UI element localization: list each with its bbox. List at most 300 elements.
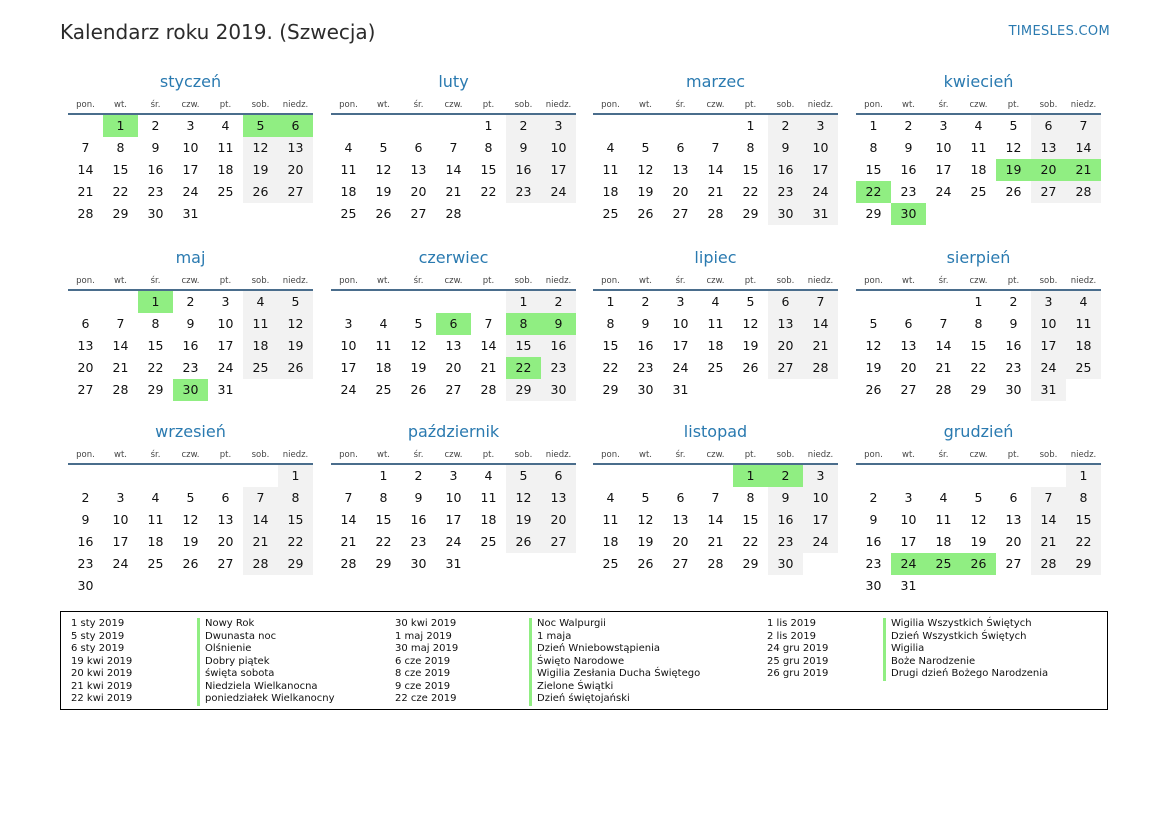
day-cell: 24 [182,184,199,199]
day-cell: 19 [637,184,654,199]
day-cell: 11 [217,140,234,155]
day-cell: 24 [112,556,129,571]
weekday-header: wt. [103,93,138,115]
day-cell: 13 [541,487,576,509]
weekday-header: pt. [733,269,768,291]
day-cell: 22 [970,360,987,375]
day-cell: 25 [147,556,164,571]
weekday-header: sob. [243,443,278,465]
weekday-header: pt. [996,443,1031,465]
month-name: grudzień [943,422,1014,441]
weekday-header: czw. [436,443,471,465]
day-cell: 21 [707,184,724,199]
weekday-header: pon. [68,93,103,115]
legend-date: 24 gru 2019 [767,643,829,654]
weekday-header: pon. [593,443,628,465]
day-cell: 28 [243,553,278,575]
day-cell: 6 [81,316,90,331]
day-cell: 10 [340,338,357,353]
day-cell: 5 [243,115,278,137]
weekday-header: niedz. [1066,93,1101,115]
day-cell: 12 [243,137,278,159]
day-cell: 4 [974,118,983,133]
weekday-header: wt. [891,93,926,115]
weekday-header: niedz. [803,269,838,291]
day-cell: 7 [711,140,720,155]
legend-holiday-name: poniedziałek Wielkanocny [205,693,335,704]
month-days-grid [331,93,576,225]
day-cell: 29 [602,382,619,397]
empty-cell [856,465,891,487]
day-cell: 9 [1009,316,1018,331]
day-cell: 2 [186,294,195,309]
day-cell: 17 [541,159,576,181]
day-cell: 2 [81,490,90,505]
day-cell: 20 [768,335,803,357]
day-cell: 11 [935,512,952,527]
legend-date: 5 sty 2019 [71,630,125,642]
day-cell: 27 [217,556,234,571]
weekday-header: pt. [996,269,1031,291]
legend-names-column [883,618,1048,681]
day-cell: 23 [147,184,164,199]
day-cell: 8 [746,490,755,505]
day-cell: 4 [1066,291,1101,313]
weekday-header: pt. [208,93,243,115]
day-cell: 12 [742,316,759,331]
day-cell: 4 [484,468,493,483]
legend-holiday-name: Nowy Rok [205,618,255,629]
day-cell: 16 [900,162,917,177]
weekday-header: sob. [768,269,803,291]
month-name: listopad [683,422,748,441]
day-cell: 22 [742,184,759,199]
day-cell: 6 [541,465,576,487]
day-cell: 12 [375,162,392,177]
day-cell: 22 [742,534,759,549]
day-cell: 27 [1005,556,1022,571]
day-cell: 14 [445,162,462,177]
weekday-header: pt. [208,443,243,465]
day-cell: 19 [865,360,882,375]
day-cell: 6 [278,115,313,137]
day-cell: 9 [81,512,90,527]
day-cell: 19 [182,534,199,549]
day-cell: 13 [1005,512,1022,527]
day-cell: 7 [116,316,125,331]
empty-cell [68,465,103,487]
day-cell: 18 [243,335,278,357]
legend-date: 9 cze 2019 [395,680,451,692]
empty-cell [961,465,996,487]
legend-date: 1 maj 2019 [395,630,452,642]
day-cell: 11 [707,316,724,331]
weekday-header: niedz. [541,269,576,291]
day-cell: 15 [480,162,497,177]
weekday-header: pon. [331,93,366,115]
day-cell: 7 [711,490,720,505]
weekday-header: wt. [103,443,138,465]
day-cell: 1 [506,291,541,313]
day-cell: 20 [1031,159,1066,181]
legend-date: 6 sty 2019 [71,643,125,654]
weekday-header: sob. [506,93,541,115]
weekday-header: niedz. [803,443,838,465]
month-1 [331,73,576,225]
day-cell: 14 [77,162,94,177]
day-cell: 27 [410,206,427,221]
day-cell: 16 [768,509,803,531]
weekday-header: sob. [243,269,278,291]
day-cell: 3 [939,118,948,133]
weekday-header: czw. [173,93,208,115]
day-cell: 20 [217,534,234,549]
day-cell: 19 [243,159,278,181]
legend-date: 6 cze 2019 [395,655,451,667]
day-cell: 16 [506,159,541,181]
day-cell: 26 [961,553,996,575]
day-cell: 5 [869,316,878,331]
day-cell: 7 [803,291,838,313]
day-cell: 8 [869,140,878,155]
day-cell: 4 [243,291,278,313]
day-cell: 27 [900,382,917,397]
day-cell: 18 [1066,335,1101,357]
day-cell: 21 [77,184,94,199]
legend-holiday-name: Dwunasta noc [205,630,277,642]
weekday-header: czw. [698,269,733,291]
day-cell: 16 [410,512,427,527]
empty-cell [891,291,926,313]
day-cell: 23 [768,531,803,553]
legend-dates-column [767,618,828,681]
weekday-header: śr. [663,269,698,291]
empty-cell [996,465,1031,487]
weekday-header: sob. [768,93,803,115]
day-cell: 17 [182,162,199,177]
weekday-header: wt. [628,443,663,465]
day-cell: 15 [506,335,541,357]
day-cell: 19 [410,360,427,375]
day-cell: 7 [484,316,493,331]
day-cell: 11 [970,140,987,155]
month-name: październik [407,422,500,441]
day-cell: 28 [707,206,724,221]
day-cell: 7 [939,316,948,331]
day-cell: 26 [637,206,654,221]
day-cell: 13 [900,338,917,353]
day-cell: 28 [480,382,497,397]
day-cell: 23 [182,360,199,375]
day-cell: 25 [926,553,961,575]
day-cell: 15 [1066,509,1101,531]
day-cell: 20 [672,534,689,549]
day-cell: 13 [77,338,94,353]
month-5 [331,249,576,401]
legend-names-column [197,618,335,706]
day-cell: 31 [182,206,199,221]
day-cell: 10 [900,512,917,527]
day-cell: 3 [541,115,576,137]
day-cell: 10 [541,137,576,159]
day-cell: 24 [672,360,689,375]
day-cell: 24 [803,531,838,553]
legend-holiday-name: Wigilia [891,643,925,654]
day-cell: 27 [768,357,803,379]
day-cell: 30 [77,578,94,593]
empty-cell [103,465,138,487]
day-cell: 23 [865,556,882,571]
weekday-header: sob. [1031,269,1066,291]
month-2 [593,73,838,225]
day-cell: 3 [449,468,458,483]
day-cell: 31 [1031,379,1066,401]
weekday-header: niedz. [278,443,313,465]
day-cell: 5 [414,316,423,331]
day-cell: 27 [672,556,689,571]
day-cell: 5 [641,490,650,505]
day-cell: 10 [803,137,838,159]
day-cell: 27 [445,382,462,397]
day-cell: 21 [1031,531,1066,553]
day-cell: 30 [891,203,926,225]
legend-date: 21 kwi 2019 [71,680,133,692]
day-cell: 17 [1031,335,1066,357]
day-cell: 2 [414,468,423,483]
weekday-header: czw. [698,443,733,465]
day-cell: 15 [742,512,759,527]
day-cell: 8 [379,490,388,505]
day-cell: 31 [217,382,234,397]
day-cell: 26 [278,357,313,379]
day-cell: 5 [379,140,388,155]
weekday-header: wt. [366,93,401,115]
day-cell: 28 [1066,181,1101,203]
day-cell: 8 [484,140,493,155]
day-cell: 6 [221,490,230,505]
month-days-grid [331,269,576,401]
day-cell: 1 [1066,465,1101,487]
legend-dates-column [71,618,132,706]
day-cell: 5 [746,294,755,309]
day-cell: 1 [869,118,878,133]
day-cell: 7 [344,490,353,505]
day-cell: 24 [541,181,576,203]
weekday-header: śr. [663,93,698,115]
day-cell: 13 [1031,137,1066,159]
weekday-header: śr. [926,93,961,115]
day-cell: 30 [637,382,654,397]
legend-date: 22 cze 2019 [395,693,457,704]
weekday-header: wt. [628,269,663,291]
weekday-header: wt. [628,93,663,115]
day-cell: 12 [182,512,199,527]
day-cell: 18 [935,534,952,549]
day-cell: 21 [707,534,724,549]
day-cell: 18 [602,534,619,549]
day-cell: 14 [480,338,497,353]
day-cell: 8 [1066,487,1101,509]
day-cell: 21 [803,335,838,357]
empty-cell [331,291,366,313]
day-cell: 1 [606,294,615,309]
month-10 [593,423,838,575]
day-cell: 24 [935,184,952,199]
day-cell: 13 [768,313,803,335]
day-cell: 21 [112,360,129,375]
day-cell: 21 [480,360,497,375]
legend-holiday-name: Olśnienie [205,643,252,654]
day-cell: 14 [112,338,129,353]
day-cell: 18 [707,338,724,353]
weekday-header: niedz. [1066,443,1101,465]
day-cell: 13 [410,162,427,177]
legend-holiday-name: Niedziela Wielkanocna [205,680,318,692]
day-cell: 10 [445,490,462,505]
empty-cell [103,291,138,313]
day-cell: 21 [935,360,952,375]
day-cell: 10 [182,140,199,155]
weekday-header: sob. [243,93,278,115]
day-cell: 11 [147,512,164,527]
day-cell: 4 [151,490,160,505]
day-cell: 24 [445,534,462,549]
legend-date: 26 gru 2019 [767,668,829,679]
day-cell: 9 [768,487,803,509]
month-9 [331,423,576,575]
day-cell: 23 [1005,360,1022,375]
empty-cell [698,115,733,137]
day-cell: 10 [112,512,129,527]
day-cell: 20 [410,184,427,199]
day-cell: 13 [672,162,689,177]
day-cell: 31 [445,556,462,571]
day-cell: 3 [344,316,353,331]
empty-cell [68,115,103,137]
day-cell: 17 [935,162,952,177]
day-cell: 19 [278,335,313,357]
day-cell: 26 [1005,184,1022,199]
day-cell: 25 [340,206,357,221]
day-cell: 26 [742,360,759,375]
day-cell: 4 [939,490,948,505]
empty-cell [366,291,401,313]
month-name: luty [438,72,469,91]
day-cell: 1 [746,118,755,133]
day-cell: 2 [506,115,541,137]
legend-holiday-name: Dzień Wniebowstąpienia [537,643,660,654]
day-cell: 13 [217,512,234,527]
day-cell: 3 [186,118,195,133]
day-cell: 21 [340,534,357,549]
day-cell: 27 [1031,181,1066,203]
day-cell: 1 [103,115,138,137]
day-cell: 9 [904,140,913,155]
day-cell: 1 [974,294,983,309]
day-cell: 28 [803,357,838,379]
day-cell: 22 [856,181,891,203]
day-cell: 5 [1009,118,1018,133]
day-cell: 9 [506,137,541,159]
day-cell: 10 [935,140,952,155]
day-cell: 14 [243,509,278,531]
weekday-header: czw. [961,443,996,465]
day-cell: 30 [865,578,882,593]
weekday-header: pon. [856,443,891,465]
day-cell: 10 [803,487,838,509]
weekday-header: pt. [471,93,506,115]
weekday-header: pon. [856,93,891,115]
month-11 [856,423,1101,597]
weekday-header: pon. [856,269,891,291]
day-cell: 17 [112,534,129,549]
day-cell: 26 [410,382,427,397]
day-cell: 30 [768,553,803,575]
day-cell: 4 [606,490,615,505]
month-3 [856,73,1101,225]
day-cell: 2 [768,465,803,487]
legend-date: 1 sty 2019 [71,618,125,629]
weekday-header: niedz. [541,443,576,465]
legend-holiday-name: Wigilia Wszystkich Świętych [891,618,1032,629]
day-cell: 10 [672,316,689,331]
month-days-grid [593,269,838,401]
day-cell: 11 [1066,313,1101,335]
day-cell: 4 [606,140,615,155]
day-cell: 16 [147,162,164,177]
month-days-grid [856,269,1101,401]
day-cell: 19 [375,184,392,199]
empty-cell [331,115,366,137]
day-cell: 17 [803,159,838,181]
day-cell: 30 [1005,382,1022,397]
month-name: styczeń [159,72,222,91]
day-cell: 15 [970,338,987,353]
weekday-header: pt. [208,269,243,291]
day-cell: 4 [344,140,353,155]
legend-dates-column [395,618,458,706]
day-cell: 8 [746,140,755,155]
day-cell: 2 [541,291,576,313]
day-cell: 31 [900,578,917,593]
holiday-legend [60,611,1108,710]
site-link[interactable]: TIMESLES.COM [1008,24,1110,39]
weekday-header: sob. [1031,443,1066,465]
day-cell: 22 [112,184,129,199]
month-days-grid [856,443,1101,597]
empty-cell [138,465,173,487]
weekday-header: niedz. [1066,269,1101,291]
day-cell: 24 [891,553,926,575]
day-cell: 29 [278,553,313,575]
day-cell: 30 [768,203,803,225]
day-cell: 20 [541,509,576,531]
empty-cell [593,115,628,137]
weekday-header: wt. [366,443,401,465]
day-cell: 25 [1066,357,1101,379]
day-cell: 16 [637,338,654,353]
day-cell: 11 [602,512,619,527]
legend-date: 1 lis 2019 [767,618,816,629]
day-cell: 29 [1066,553,1101,575]
day-cell: 3 [116,490,125,505]
weekday-header: sob. [768,443,803,465]
day-cell: 16 [1005,338,1022,353]
weekday-header: niedz. [803,93,838,115]
day-cell: 17 [803,509,838,531]
legend-holiday-name: Święto Narodowe [537,655,625,667]
weekday-header: sob. [506,443,541,465]
